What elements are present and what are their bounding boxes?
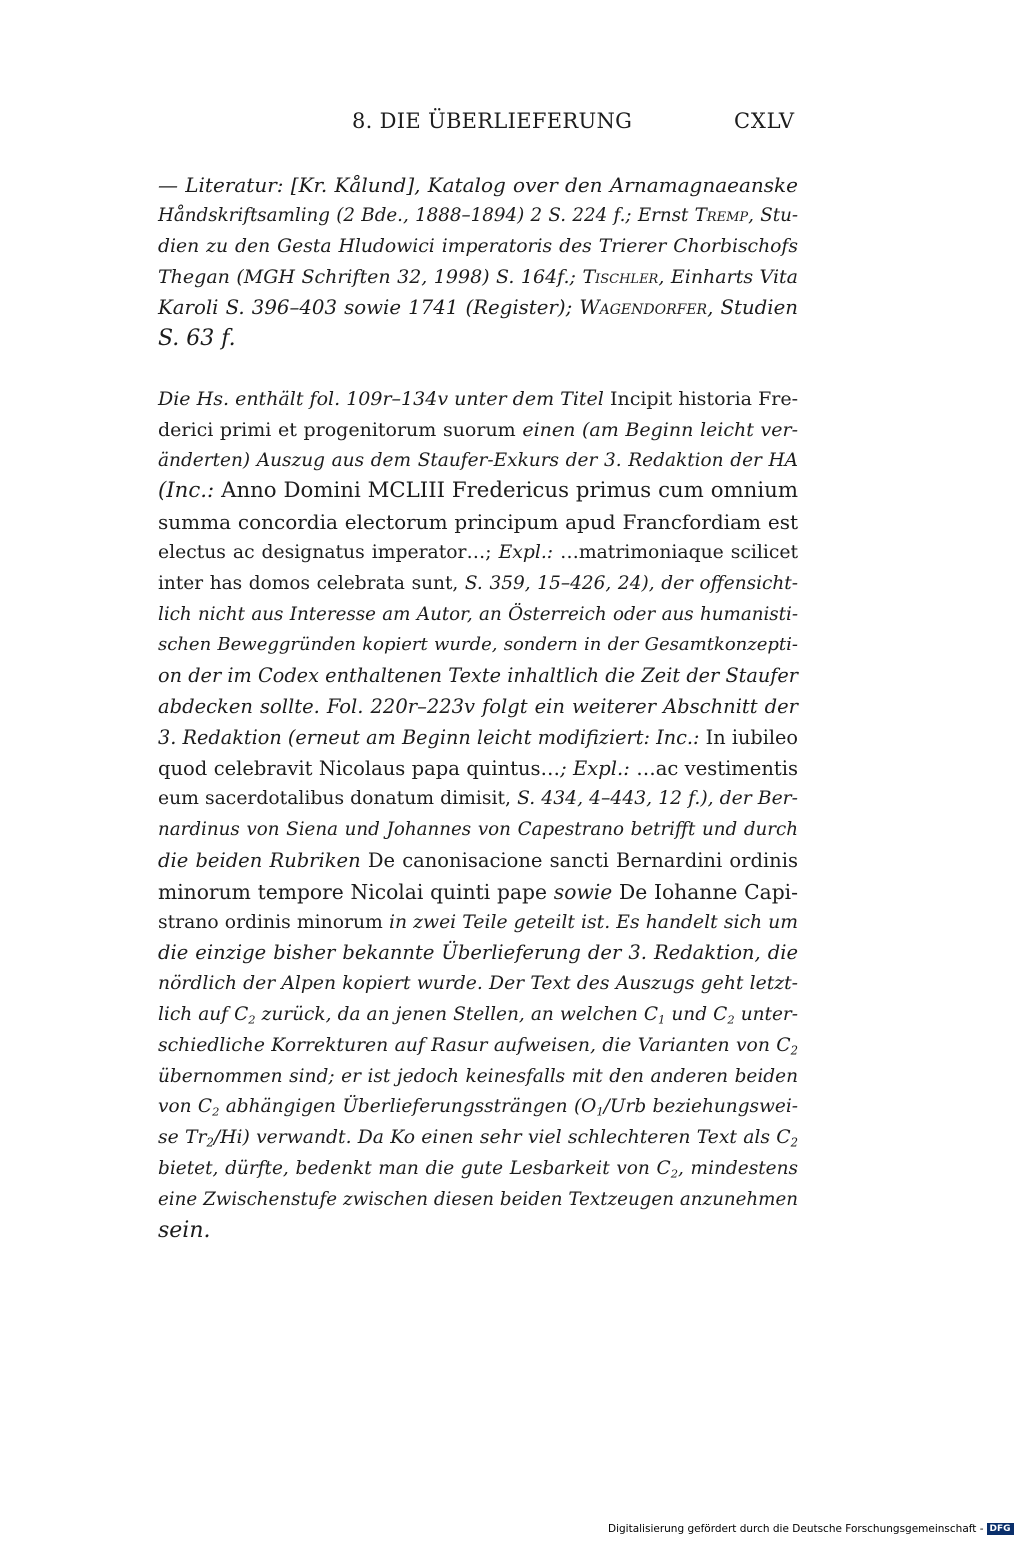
text-line <box>158 201 798 232</box>
text-span: Thegan (MGH Schriften 32, 1998) S. 164f.; <box>158 266 583 289</box>
text-line <box>158 661 798 692</box>
text-span: , Stu- <box>748 204 798 226</box>
text-span: änderten) Auszug aus dem Staufer-Exkurs der 3. Redaktion der HA <box>158 449 798 471</box>
text-span: Anno Domini MCLIII Fredericus primus cum omnium <box>221 478 798 504</box>
text-span: quod celebravit Nicolaus papa quintus… <box>158 756 561 780</box>
text-line <box>158 415 798 446</box>
text-span: Expl.: <box>498 541 561 563</box>
subscript: 2 <box>790 1043 798 1058</box>
text-span: die beiden Rubriken <box>158 848 368 872</box>
subscript: 2 <box>790 1135 798 1150</box>
text-line <box>158 754 798 785</box>
text-span: eine Zwischenstufe zwischen diesen beiden Textzeugen anzunehmen <box>158 1188 798 1210</box>
text-span: in zwei Teile geteilt ist. Es handelt sich um <box>388 911 798 933</box>
text-line <box>158 1154 798 1185</box>
subscript: 2 <box>248 1012 256 1027</box>
author-name: Wagendorfer <box>579 296 708 320</box>
text-span: , mindestens <box>677 1157 798 1179</box>
text-line <box>158 969 798 1000</box>
text-line <box>158 446 798 477</box>
text-line <box>158 507 798 538</box>
text-line <box>158 600 798 631</box>
subscript: 2 <box>670 1166 678 1181</box>
text-span: und C <box>665 1003 728 1025</box>
text-span <box>158 1127 798 1148</box>
text-span: De Iohanne Capi- <box>618 879 798 904</box>
text-span: Incipit historia Fre- <box>609 388 799 410</box>
author-name: Tischler <box>582 266 659 289</box>
text-span <box>158 1096 798 1117</box>
digitization-credit <box>608 1523 1014 1535</box>
text-span <box>158 1035 798 1056</box>
text-span: von C <box>158 1096 213 1118</box>
text-span: schiedliche Korrekturen auf Rasur aufweisen, die Varianten von C <box>158 1034 791 1056</box>
text-span: einen (am Beginn leicht ver- <box>522 418 798 441</box>
text-span: sowie <box>553 879 619 904</box>
text-line <box>158 815 798 846</box>
text-span: eum sacerdotalibus donatum dimisit, <box>158 788 518 810</box>
subscript: 2 <box>727 1012 735 1027</box>
text-line <box>158 784 798 815</box>
text-span: Karoli S. 396–403 sowie 1741 (Register); <box>158 296 580 320</box>
running-header-title: 8. DIE ÜBERLIEFERUNG <box>352 109 633 133</box>
text-line <box>158 692 798 723</box>
text-span: (Inc.: <box>158 478 222 504</box>
text-span: übernommen sind; er ist jedoch keinesfalls mit den anderen beiden <box>158 1065 798 1087</box>
page-number: CXLV <box>734 109 795 133</box>
text-line <box>158 324 798 355</box>
text-line <box>158 170 798 201</box>
text-span: derici primi et progenitorum suorum <box>158 418 523 441</box>
text-line <box>158 293 798 324</box>
subscript: 2 <box>206 1135 214 1150</box>
text-span: Die Hs. enthält fol. 109r–134v unter dem Titel <box>158 388 610 410</box>
text-line <box>158 723 798 754</box>
text-span: lich nicht aus Interesse am Autor, an Österreich oder aus humanisti- <box>158 603 798 625</box>
text-line <box>158 877 798 908</box>
text-line <box>158 1062 798 1093</box>
text-span: /Urb beziehungswei- <box>603 1096 798 1118</box>
text-span <box>158 1158 798 1179</box>
text-span: on der im Codex enthaltenen Texte inhaltlich die Zeit der Staufer <box>158 664 798 688</box>
text-span: abhängigen Überlieferungssträngen (O <box>219 1096 597 1118</box>
text-span: S. 434, 4–443, 12 f.), der Ber- <box>517 788 798 810</box>
text-line <box>158 630 798 661</box>
text-span: S. 359, 15–426, 24), der offensicht- <box>464 572 798 594</box>
text-span: 3. Redaktion (erneut am Beginn leicht modifiziert: Inc.: <box>158 725 706 749</box>
text-span: In iubileo <box>705 725 798 749</box>
text-span: se Tr <box>158 1127 207 1149</box>
text-line <box>158 476 798 507</box>
text-span: zurück, da an jenen Stellen, an welchen C <box>255 1003 658 1025</box>
text-span: bietet, dürfte, bedenkt man die gute Lesbarkeit von C <box>158 1157 671 1179</box>
text-span: …ac vestimentis <box>636 756 798 780</box>
text-span: Håndskriftsamling (2 Bde., 1888–1894) 2 S. 224 f.; Ernst <box>158 204 695 226</box>
text-span: summa concordia electorum principum apud Francfordiam est <box>158 510 798 535</box>
credit-text: Digitalisierung gefördert durch die Deutsche Forschungsgemeinschaft - <box>608 1523 984 1535</box>
text-line <box>158 569 798 600</box>
text-line <box>158 908 798 939</box>
text-line <box>158 938 798 969</box>
text-line <box>158 1123 798 1154</box>
text-line <box>158 538 798 569</box>
text-span: , Studien <box>707 296 799 320</box>
text-span: S. 63 f. <box>158 325 236 351</box>
text-line <box>158 1216 798 1247</box>
text-span: inter has domos celebrata sunt, <box>158 572 465 594</box>
text-line <box>158 384 798 415</box>
text-span: die einzige bisher bekannte Überlieferung der 3. Redaktion, die <box>158 941 798 965</box>
text-line <box>158 1185 798 1216</box>
text-span: electus ac designatus imperator…; <box>158 541 499 563</box>
text-span: nardinus von Siena und Johannes von Capestrano betrifft und durch <box>158 819 798 841</box>
body-paragraph <box>158 384 798 1246</box>
text-line <box>158 1031 798 1062</box>
text-span <box>158 1004 798 1025</box>
text-line <box>158 232 798 263</box>
text-span: minorum tempore Nicolai quinti pape <box>158 879 554 904</box>
text-line <box>158 846 798 877</box>
subscript: 1 <box>596 1104 604 1119</box>
text-line <box>158 262 798 293</box>
text-span: /Hi) verwandt. Da Ko einen sehr viel schlechteren Text als C <box>213 1127 791 1149</box>
text-span: dien zu den Gesta Hludowici imperatoris des Trierer Chorbischofs <box>158 235 798 257</box>
text-span: strano ordinis minorum <box>158 911 389 933</box>
text-span: abdecken sollte. Fol. 220r–223v folgt ein weiterer Abschnitt der <box>158 694 798 718</box>
author-name: Tremp <box>694 204 749 226</box>
subscript: 1 <box>658 1012 666 1027</box>
text-span: sein. <box>158 1217 211 1243</box>
text-span: , Einharts Vita <box>658 266 798 289</box>
literature-paragraph <box>158 170 798 355</box>
text-span: ; Expl.: <box>560 756 637 780</box>
text-line <box>158 1000 798 1031</box>
text-span: De canonisacione sancti Bernardini ordinis <box>367 848 798 872</box>
dfg-logo: DFG <box>987 1523 1014 1535</box>
text-span: …matrimoniaque scilicet <box>560 541 798 563</box>
text-line <box>158 1092 798 1123</box>
subscript: 2 <box>212 1104 220 1119</box>
text-span: — Literatur: [Kr. Kålund], Katalog over den Arnamagnaeanske <box>158 173 798 197</box>
text-span: schen Beweggründen kopiert wurde, sondern in der Gesamtkonzepti- <box>158 634 798 656</box>
text-span: nördlich der Alpen kopiert wurde. Der Text des Auszugs geht letzt- <box>158 973 798 995</box>
text-span: lich auf C <box>158 1003 249 1025</box>
text-span: unter- <box>734 1003 799 1025</box>
